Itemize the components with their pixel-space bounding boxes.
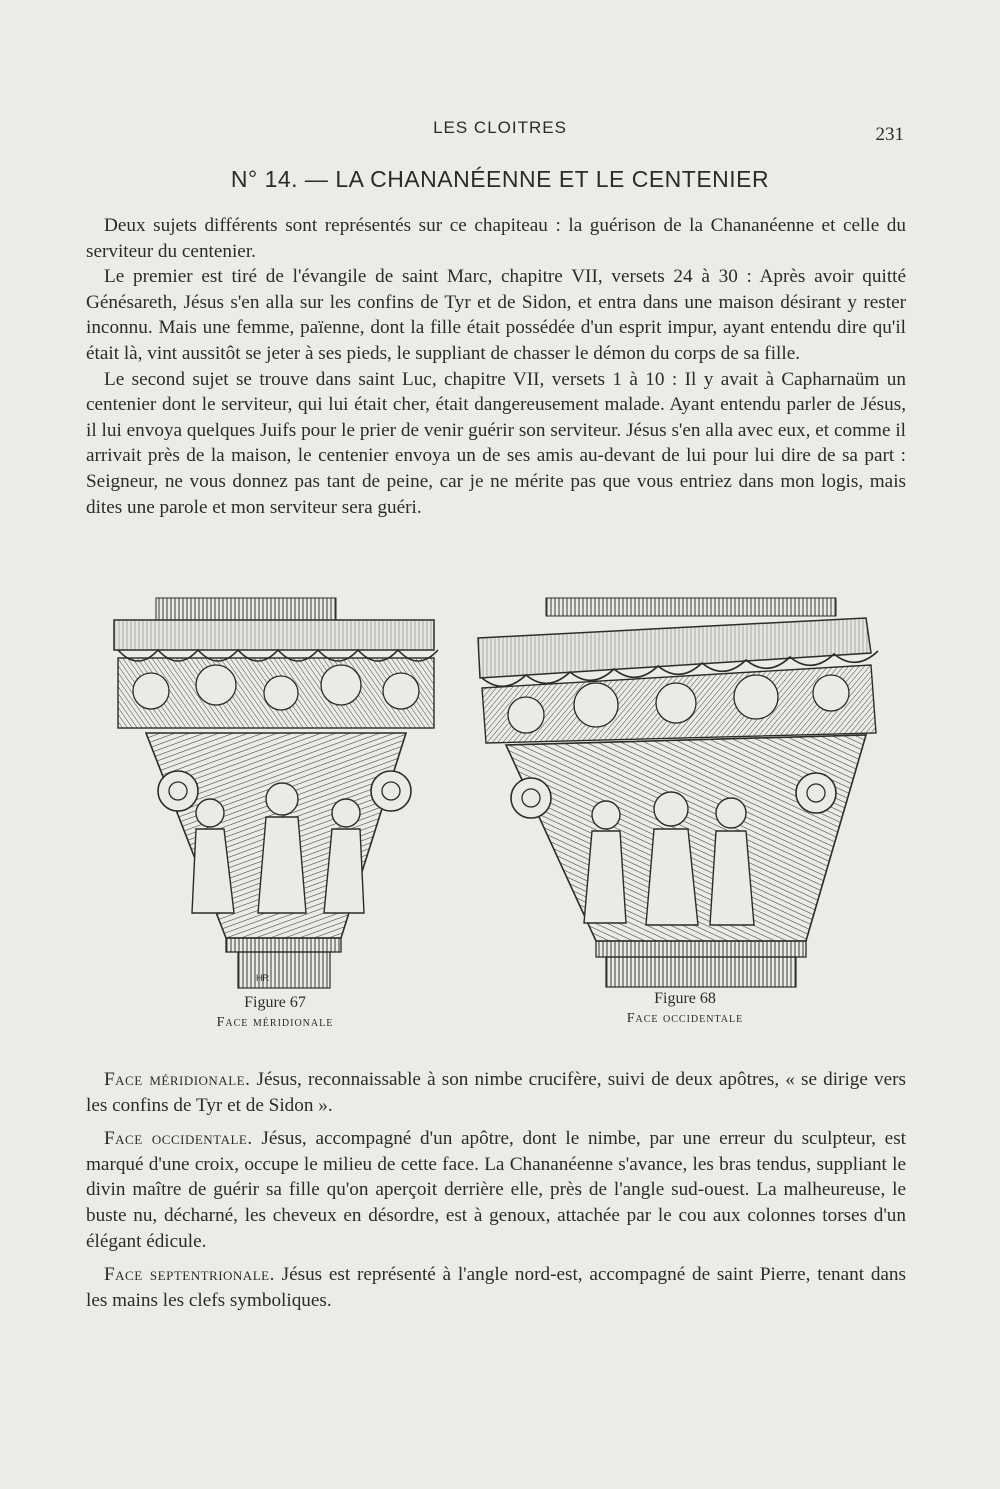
artist-signature: HR [256, 973, 269, 983]
face-paragraph-south [86, 1067, 906, 1118]
capital-illustration [466, 593, 886, 993]
figure-number: Figure 68 [654, 990, 716, 1007]
figure-caption: Face méridionale [216, 1015, 334, 1030]
face-label: Face septentrionale. [104, 1264, 275, 1286]
figure-67-capital-drawing [106, 593, 446, 993]
page-number: 231 [875, 124, 904, 145]
face-text: Jésus, reconnaissable à son nimbe crucifère, suivi de deux apôtres, « se dirige vers les confins de Tyr et de Sidon ». [86, 1069, 906, 1116]
face-paragraph-north [86, 1262, 906, 1313]
running-head: LES CLOITRES [433, 118, 567, 137]
face-label: Face méridionale. [104, 1069, 251, 1090]
figure-number: Figure 67 [244, 994, 306, 1011]
paragraph: Deux sujets différents sont représentés sur ce chapiteau : la guérison de la Chananéenne et celle du serviteur du centenier. [86, 215, 906, 262]
figure-68-capital-drawing [466, 593, 886, 993]
section-title: N° 14. — LA CHANANÉENNE ET LE CENTENIER [230, 166, 770, 192]
face-descriptions [86, 1067, 906, 1321]
intro-text [86, 213, 906, 520]
face-paragraph-west [86, 1126, 906, 1254]
paragraph: Le second sujet se trouve dans saint Luc, chapitre VII, versets 1 à 10 : Il y avait à Capharnaüm un centenier dont le serviteur, qui lui était cher, était dangereusement malade. Ayant entendu parler de Jésus, il lui envoya quelques Juifs pour le prier de venir guérir son serviteur. Jésus s'en alla avec eux, et comme il arrivait près de la maison, le centenier envoya un de ses amis au-devant de lui pour lui dire de sa part : Seigneur, ne vous donnez pas tant de peine, car je ne mérite pas que vous entriez dans mon logis, mais dites une parole et mon serviteur sera guéri. [86, 368, 906, 518]
figure-67-caption [180, 993, 370, 1033]
figure-68-caption [590, 989, 780, 1029]
face-label: Face occidentale. [104, 1128, 253, 1150]
face-text: Jésus, accompagné d'un apôtre, dont le nimbe, par une erreur du sculpteur, est marqué d'une croix, occupe le milieu de cette face. La Chananéenne s'avance, les bras tendus, suppliant le divin maître de guérir sa fille qu'on aperçoit derrière elle, près de l'angle sud-ouest. La malheureuse, le buste nu, décharné, les cheveux en désordre, est à genoux, attachée par le cou aux colonnes torses d'un élégant édicule. [86, 1128, 906, 1252]
paragraph: Le premier est tiré de l'évangile de saint Marc, chapitre VII, versets 24 à 30 : Après avoir quitté Génésareth, Jésus s'en alla sur les confins de Tyr et de Sidon, et entra dans une maison désirant y rester inconnu. Mais une femme, païenne, dont la fille était possédée d'un esprit impur, ayant entendu dire qu'il était là, vint aussitôt se jeter à ses pieds, le suppliant de chasser le démon du corps de sa fille. [86, 266, 906, 364]
figure-caption: Face occidentale [626, 1011, 744, 1026]
face-text: Jésus est représenté à l'angle nord-est, accompagné de saint Pierre, tenant dans les mains les clefs symboliques. [86, 1264, 906, 1311]
capital-illustration [106, 593, 446, 993]
